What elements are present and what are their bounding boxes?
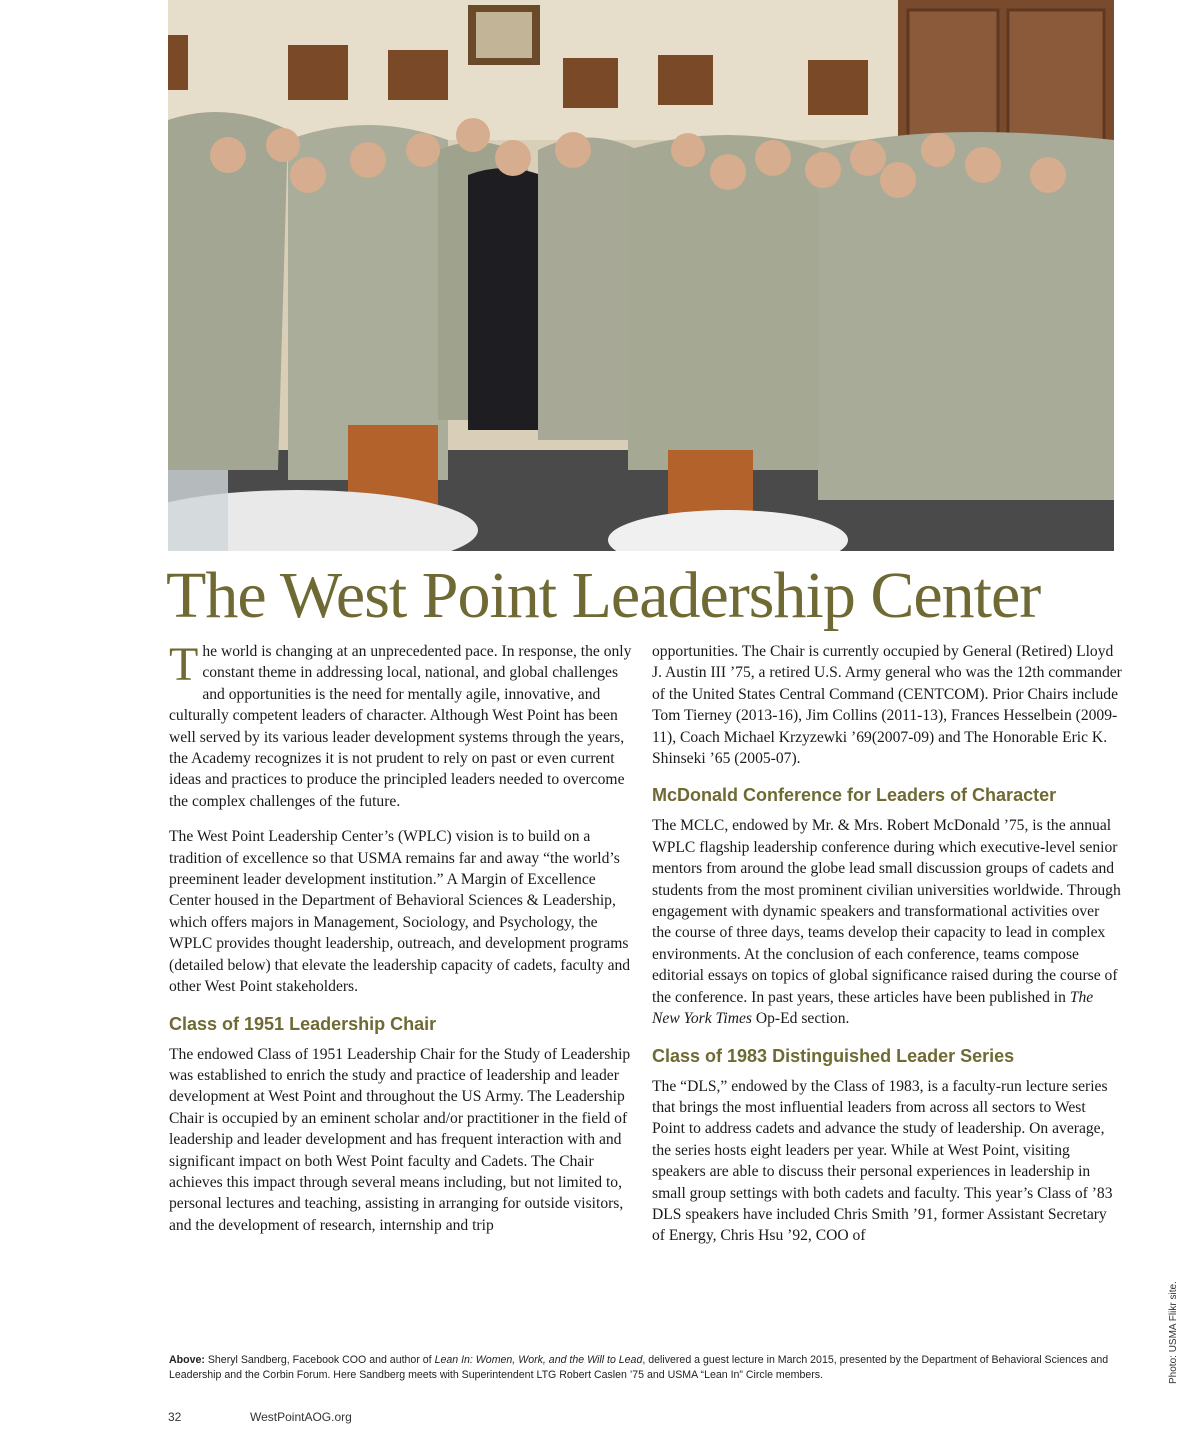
photo-caption	[169, 1353, 1109, 1383]
group-photo-icon	[168, 0, 1114, 551]
mclc-text-before: The MCLC, endowed by Mr. & Mrs. Robert McDonald ’75, is the annual WPLC flagship leadership conference during which executive-level senior mentors from around the globe lead small discussion groups of cadets and students from the most prominent civilian universities worldwide. Through engagement with dynamic speakers and transformational activities over the course of three days, teams develop their capacity to lead in complex environments. At the conclusion of each conference, teams compose editorial essays on topics of global significance raised during the course of the conference. In past years, these articles have been published in	[652, 817, 1121, 1006]
right-column	[652, 641, 1122, 1261]
mclc-paragraph	[652, 815, 1122, 1029]
caption-label: Above:	[169, 1354, 205, 1366]
mclc-text-after: Op-Ed section.	[751, 1010, 850, 1028]
page-title: The West Point Leadership Center	[166, 559, 1041, 632]
drop-cap: T	[169, 638, 199, 691]
chair-heading: Class of 1951 Leadership Chair	[169, 1013, 437, 1034]
dls-paragraph: The “DLS,” endowed by the Class of 1983, is a faculty-run lecture series that brings the most influential leaders from across all sectors to West Point to address cadets and advance the study of leadership. On average, the series hosts eight leaders per year. While at West Point, visiting speakers are able to discuss their personal experiences in leadership in small group settings with both cadets and faculty. This year’s Class of ’83 DLS speakers have included Chris Smith ’91, former Assistant Secretary of Energy, Chris Hsu ’92, COO of	[652, 1077, 1113, 1245]
group-photo	[168, 0, 1114, 551]
left-column	[169, 638, 637, 1250]
intro-text: he world is changing at an unprecedented pace. In response, the only constant theme in addressing local, national, and global challenges and opportunities is the need for mentally agile, innovative, and culturally competent leaders of character. Although West Point has been well served by its various leader development systems through the years, the Academy recognizes it is not prudent to rely on past or even current ideas and practices to produce the principled leaders needed to overcome the complex challenges of the future.	[169, 643, 632, 810]
mclc-heading: McDonald Conference for Leaders of Character	[652, 785, 1057, 806]
intro-paragraph	[169, 638, 637, 812]
photo-credit: Photo: USMA Flikr site.	[1168, 1281, 1179, 1384]
newspaper-title: The New York Times	[652, 988, 1094, 1028]
caption-text-before: Sheryl Sandberg, Facebook COO and author of	[204, 1354, 435, 1366]
vision-paragraph: The West Point Leadership Center’s (WPLC) vision is to build on a tradition of excellence so that USMA remains far and away “the world’s preeminent leader development institution.” A Margin of Excellence Center housed in the Department of Behavioral Sciences & Leadership, which offers majors in Management, Sociology, and Psychology, the WPLC provides thought leadership, outreach, and development programs (detailed below) that elevate the leadership capacity of cadets, faculty and other West Point stakeholders.	[169, 828, 631, 996]
footer-site: WestPointAOG.org	[250, 1410, 352, 1424]
caption-text-after: , delivered a guest lecture in March 2015, presented by the Department of Behavioral Sciences and Leadership and the Corbin Forum. Here Sandberg meets with Superintendent LTG Robert Caslen ’75 and USMA “Lean In” Circle members.	[169, 1354, 1109, 1381]
dls-heading: Class of 1983 Distinguished Leader Series	[652, 1045, 1015, 1066]
book-title: Lean In: Women, Work, and the Will to Lead	[434, 1354, 643, 1366]
page-number: 32	[168, 1410, 182, 1424]
chair-paragraph: The endowed Class of 1951 Leadership Chair for the Study of Leadership was established to enrich the study and practice of leadership and leader development at West Point and throughout the US Army. The Leadership Chair is occupied by an eminent scholar and/or practitioner in the field of leadership and leader development and has frequent interaction with and significant impact on both West Point faculty and Cadets. The Chair achieves this impact through several means including, but not limited to, personal lectures and teaching, assisting in arranging for outside visitors, and the development of research, internship and trip	[169, 1045, 631, 1234]
chair-continued-paragraph: opportunities. The Chair is currently occupied by General (Retired) Lloyd J. Austin III ’75, a retired U.S. Army general who was the 12th commander of the United States Central Command (CENTCOM). Prior Chairs include Tom Tierney (2013-16), Jim Collins (2011-13), Frances Hesselbein (2009-11), Coach Michael Krzyzewki ’69(2007-09) and The Honorable Eric K. Shinseki ’65 (2005-07).	[652, 643, 1122, 768]
